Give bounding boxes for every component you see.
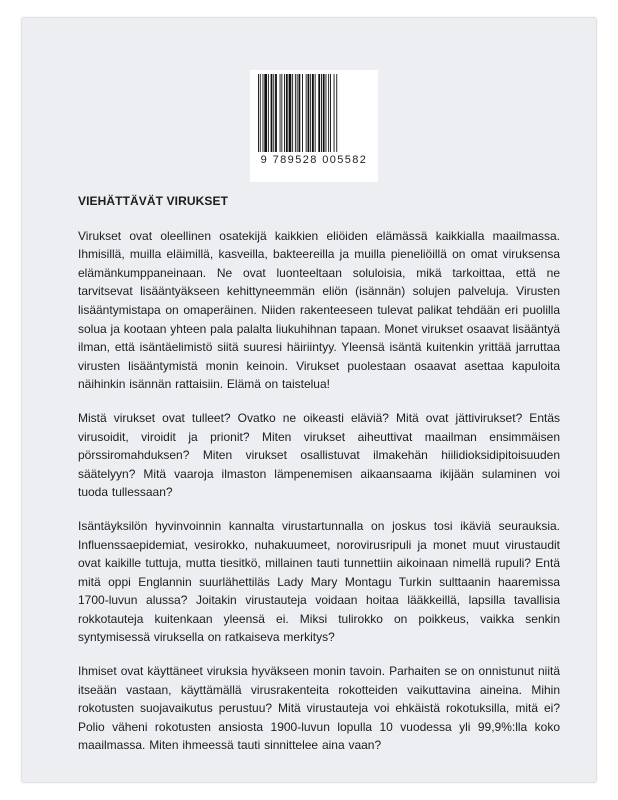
- isbn-number: 9 789528 005582: [260, 154, 368, 166]
- paragraph-3: Isäntäyksilön hyvinvoinnin kannalta virustartunnalla on joskus tosi ikäviä seurauksia. Influenssaepidemiat, vesirokko, nuhakuumeet, norovirusripuli ja monet muut virustaudit ovat kaikille tuttuja, mutta tiesitkö, millainen tauti tunnettiin aikoinaan nimellä rupuli? Entä mitä oppi Englannin suurlähettiläs Lady Mary Montagu Turkin sulttaanin haaremissa 1700-luvun alussa? Joitakin virustauteja voidaan hoitaa lääkkeillä, lapsilla tavallisia rokkotauteja kuitenkaan yleensä ei. Miksi tulirokko on poikkeus, vaikka senkin syntymisessä viruksella on ratkaiseva merkitys?: [78, 518, 560, 645]
- book-title: VIEHÄTTÄVÄT VIRUKSET: [78, 194, 229, 208]
- paragraph-2: Mistä virukset ovat tulleet? Ovatko ne oikeasti eläviä? Mitä ovat jättivirukset? Entäs virusoidit, viroidit ja prionit? Miten virukset aiheuttivat maailman ensimmäisen pörssiromahduksen? Miten virukset osallistuvat ilmakehän hiilidioksidipitoisuuden säätelyyn? Mitä vaaroja ilmaston lämpenemisen aikaansaama ikijään sulaminen voi tuoda tullessaan?: [78, 410, 560, 500]
- barcode: [250, 70, 378, 182]
- back-cover: [22, 18, 596, 782]
- paragraph-4: Ihmiset ovat käyttäneet viruksia hyväkseen monin tavoin. Parhaiten se on onnistunut niitä itseään vastaan, käyttämällä virusrakenteita rokotteiden vaikuttavina aineina. Mihin rokotusten suojavaikutus perustuu? Mitä virustauteja voi ehkäistä rokotuksilla, mitä ei? Polio väheni rokotusten ansiosta 1900-luvun lopulla 10 vuodessa yli 99,9%:lla koko maailmassa. Miten ihmeessä tauti sinnittelee aina vaan?: [78, 664, 560, 753]
- barcode-bars: [258, 74, 370, 152]
- paragraph-1: Virukset ovat oleellinen osatekijä kaikkien eliöiden elämässä kaikkialla maailmassa. Ihmisillä, muilla eläimillä, kasveilla, bakteereilla ja muilla pieneliöillä on omat viruksensa elämänkumppaneinaan. Ne ovat luonteeltaan soluloisia, mikä tarkoittaa, että ne tarvitsevat lisääntyäkseen kehittyneemmän eliön (isännän) solujen palveluja. Virusten lisääntymistapa on omaperäinen. Niiden rakenteeseen tulevat palikat tehdään eri puolilla solua ja kootaan yhteen pala palalta liukuhihnan tapaan. Monet virukset osaavat lisääntyä ilman, että isäntäelimistö siitä suuresi häiriintyy. Yleensä isäntä kuitenkin yrittää jarruttaa virusten lisääntymistä monin keinoin. Virukset puolestaan osaavat asettaa kapuloita näihinkin isännän rattaisiin. Elämä on taistelua!: [78, 228, 560, 392]
- cover-text: [78, 192, 560, 770]
